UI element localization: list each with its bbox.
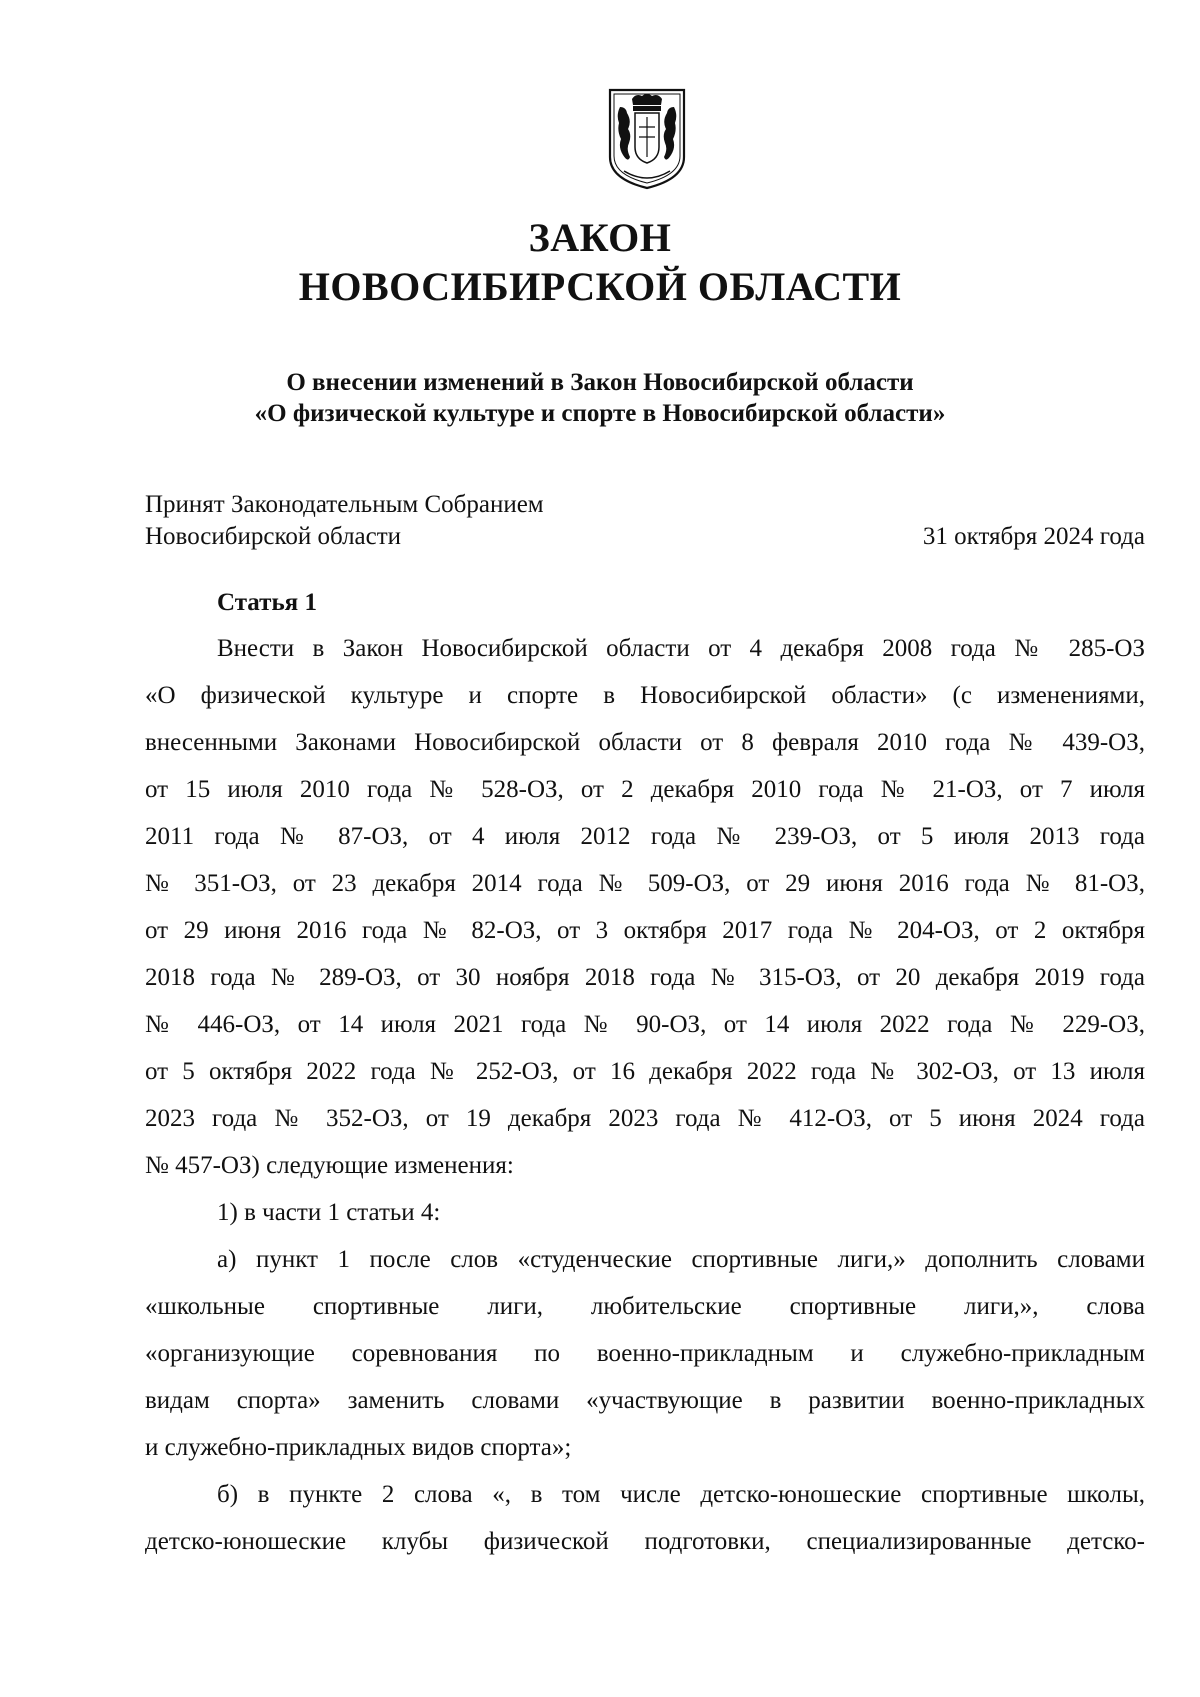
body-line: видам спорта» заменить словами «участвующие в развитии военно-прикладных — [145, 1387, 1145, 1414]
body-line: от 5 октября 2022 года № 252-ОЗ, от 16 декабря 2022 года № 302-ОЗ, от 13 июля — [145, 1058, 1145, 1085]
law-title-line-2: НОВОСИБИРСКОЙ ОБЛАСТИ — [298, 264, 902, 309]
adopted-by-line-1: Принят Законодательным Собранием — [145, 491, 544, 518]
body-line: «школьные спортивные лиги, любительские спортивные лиги,», слова — [145, 1293, 1145, 1320]
body-line: 2018 года № 289-ОЗ, от 30 ноября 2018 года № 315-ОЗ, от 20 декабря 2019 года — [145, 964, 1145, 991]
coat-of-arms-emblem — [606, 87, 688, 191]
body-line: детско-юношеские клубы физической подготовки, специализированные детско- — [145, 1528, 1145, 1555]
body-line: а) пункт 1 после слов «студенческие спортивные лиги,» дополнить словами — [217, 1246, 1145, 1273]
adoption-date: 31 октября 2024 года — [922, 523, 1145, 550]
body-line: внесенными Законами Новосибирской области от 8 февраля 2010 года № 439-ОЗ, — [145, 729, 1145, 756]
body-line: 1) в части 1 статьи 4: — [217, 1199, 441, 1226]
adopted-by-line-2: Новосибирской области — [145, 523, 402, 550]
body-line: № 446-ОЗ, от 14 июля 2021 года № 90-ОЗ, от 14 июля 2022 года № 229-ОЗ, — [145, 1011, 1145, 1038]
body-line: 2011 года № 87-ОЗ, от 4 июля 2012 года № 239-ОЗ, от 5 июля 2013 года — [145, 823, 1145, 850]
article-heading: Статья 1 — [217, 589, 317, 616]
law-subtitle-line-1: О внесении изменений в Закон Новосибирской области — [286, 369, 914, 396]
law-title-line-1: ЗАКОН — [528, 215, 672, 260]
body-line: «О физической культуре и спорте в Новосибирской области» (с изменениями, — [145, 682, 1145, 709]
body-line: № 351-ОЗ, от 23 декабря 2014 года № 509-ОЗ, от 29 июня 2016 года № 81-ОЗ, — [145, 870, 1145, 897]
body-line: Внести в Закон Новосибирской области от 4 декабря 2008 года № 285-ОЗ — [217, 635, 1145, 662]
body-line: от 29 июня 2016 года № 82-ОЗ, от 3 октября 2017 года № 204-ОЗ, от 2 октября — [145, 917, 1145, 944]
body-line: № 457-ОЗ) следующие изменения: — [145, 1152, 514, 1179]
body-line: и служебно-прикладных видов спорта»; — [145, 1434, 572, 1461]
body-line: от 15 июля 2010 года № 528-ОЗ, от 2 декабря 2010 года № 21-ОЗ, от 7 июля — [145, 776, 1145, 803]
body-line: б) в пункте 2 слова «, в том числе детско-юношеские спортивные школы, — [217, 1481, 1145, 1508]
law-subtitle-line-2: «О физической культуре и спорте в Новосибирской области» — [254, 400, 946, 427]
body-line: «организующие соревнования по военно-прикладным и служебно-прикладным — [145, 1340, 1145, 1367]
body-line: 2023 года № 352-ОЗ, от 19 декабря 2023 года № 412-ОЗ, от 5 июня 2024 года — [145, 1105, 1145, 1132]
